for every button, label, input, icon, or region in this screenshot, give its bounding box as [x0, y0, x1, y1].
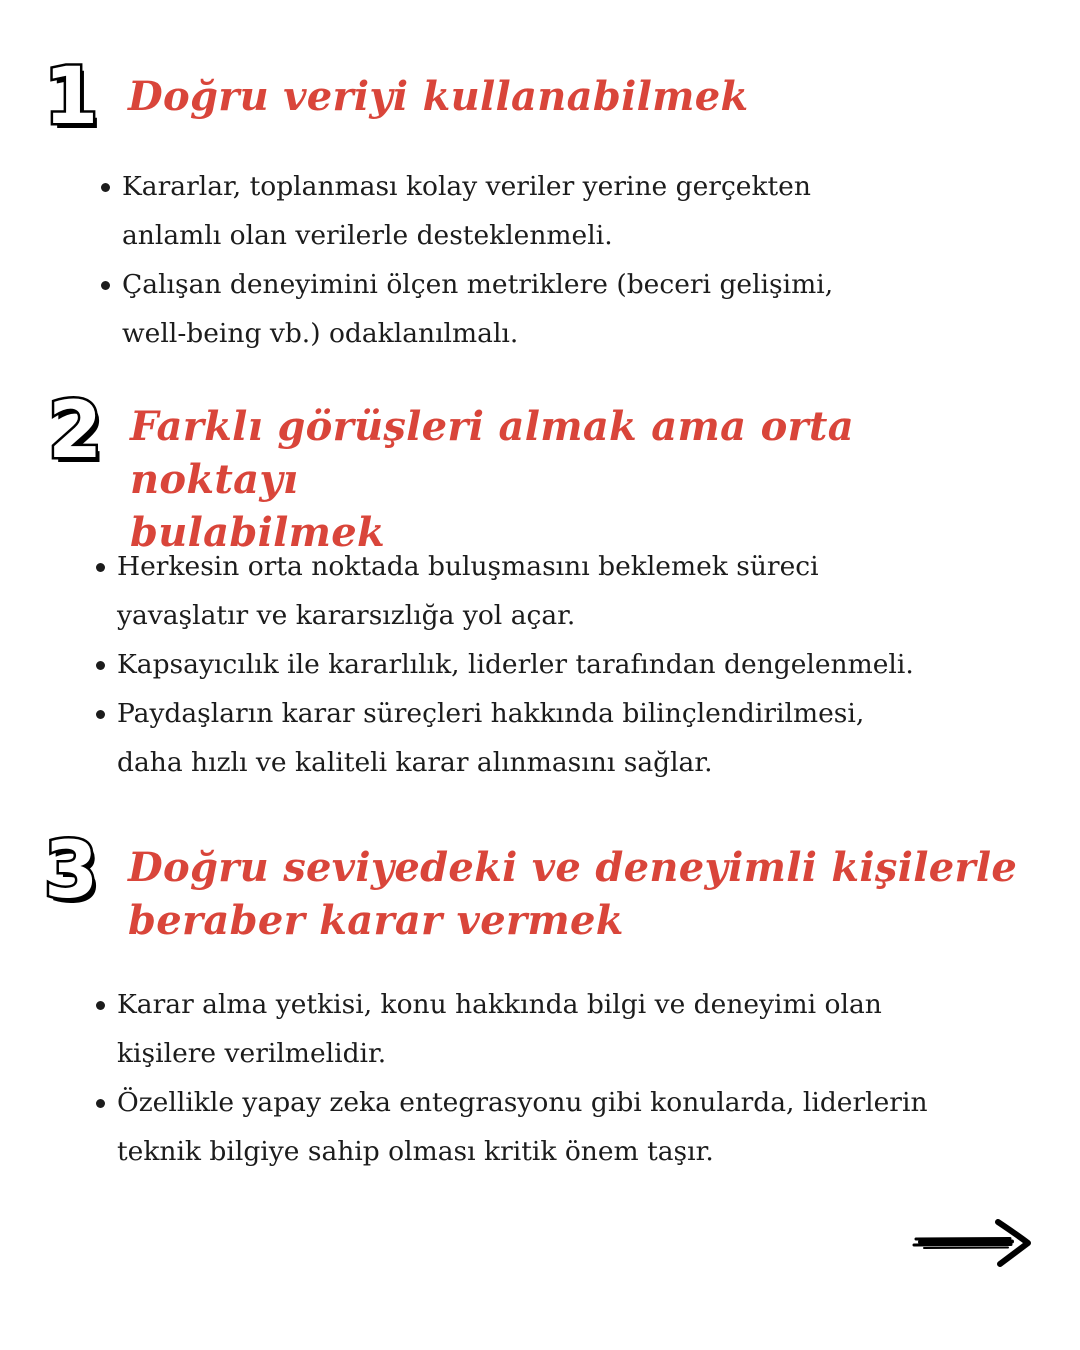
bullet-line: yavaşlatır ve kararsızlığa yol açar. [117, 600, 576, 631]
bullet-line: Kararlar, toplanması kolay veriler yerine gerçekten [122, 171, 811, 202]
bullet-dot [96, 710, 105, 719]
bullet-item [122, 162, 922, 260]
bullet-line: teknik bilgiye sahip olması kritik önem taşır. [117, 1136, 714, 1167]
bullet-item [117, 1078, 997, 1176]
bullet-item [122, 260, 922, 358]
bullet-line: well-being vb.) odaklanılmalı. [122, 318, 519, 349]
bullet-item [117, 980, 997, 1078]
bullet-item [117, 689, 997, 787]
bullet-line: daha hızlı ve kaliteli karar alınmasını sağlar. [117, 747, 713, 778]
bullet-dot [96, 1001, 105, 1010]
bullet-line: Paydaşların karar süreçleri hakkında bilinçlendirilmesi, [117, 698, 865, 729]
section-number: 2 [48, 386, 101, 476]
bullet-line: Herkesin orta noktada buluşmasını beklemek süreci [117, 551, 819, 582]
bullet-dot [96, 563, 105, 572]
section-heading [128, 841, 1028, 947]
bullet-line: Karar alma yetkisi, konu hakkında bilgi ve deneyimi olan [117, 989, 882, 1020]
heading-line: Doğru seviyedeki ve deneyimli kişilerle [128, 844, 1018, 891]
bullet-list [117, 980, 997, 1176]
bullet-dot [101, 281, 110, 290]
bullet-item [117, 542, 997, 640]
bullet-item [117, 640, 997, 689]
right-arrow-icon[interactable] [912, 1214, 1034, 1270]
section-heading [128, 70, 1028, 123]
bullet-list [122, 162, 922, 358]
bullet-dot [96, 1099, 105, 1108]
section-number: 3 [44, 826, 97, 916]
section-number: 1 [44, 52, 97, 142]
bullet-dot [96, 661, 105, 670]
heading-line: Doğru veriyi kullanabilmek [128, 73, 749, 120]
heading-line: Farklı görüşleri almak ama orta noktayı [130, 403, 854, 503]
bullet-list [117, 542, 997, 787]
section-heading [130, 400, 1030, 559]
bullet-line: Çalışan deneyimini ölçen metriklere (beceri gelişimi, [122, 269, 834, 300]
bullet-line: anlamlı olan verilerle desteklenmeli. [122, 220, 613, 251]
bullet-line: kişilere verilmelidir. [117, 1038, 387, 1069]
heading-line: bulabilmek [130, 509, 386, 556]
bullet-line: Özellikle yapay zeka entegrasyonu gibi konularda, liderlerin [117, 1087, 928, 1118]
right-arrow-icon-graphic [912, 1214, 1034, 1270]
bullet-dot [101, 183, 110, 192]
heading-line: beraber karar vermek [128, 897, 624, 944]
bullet-line: Kapsayıcılık ile kararlılık, liderler tarafından dengelenmeli. [117, 649, 914, 680]
